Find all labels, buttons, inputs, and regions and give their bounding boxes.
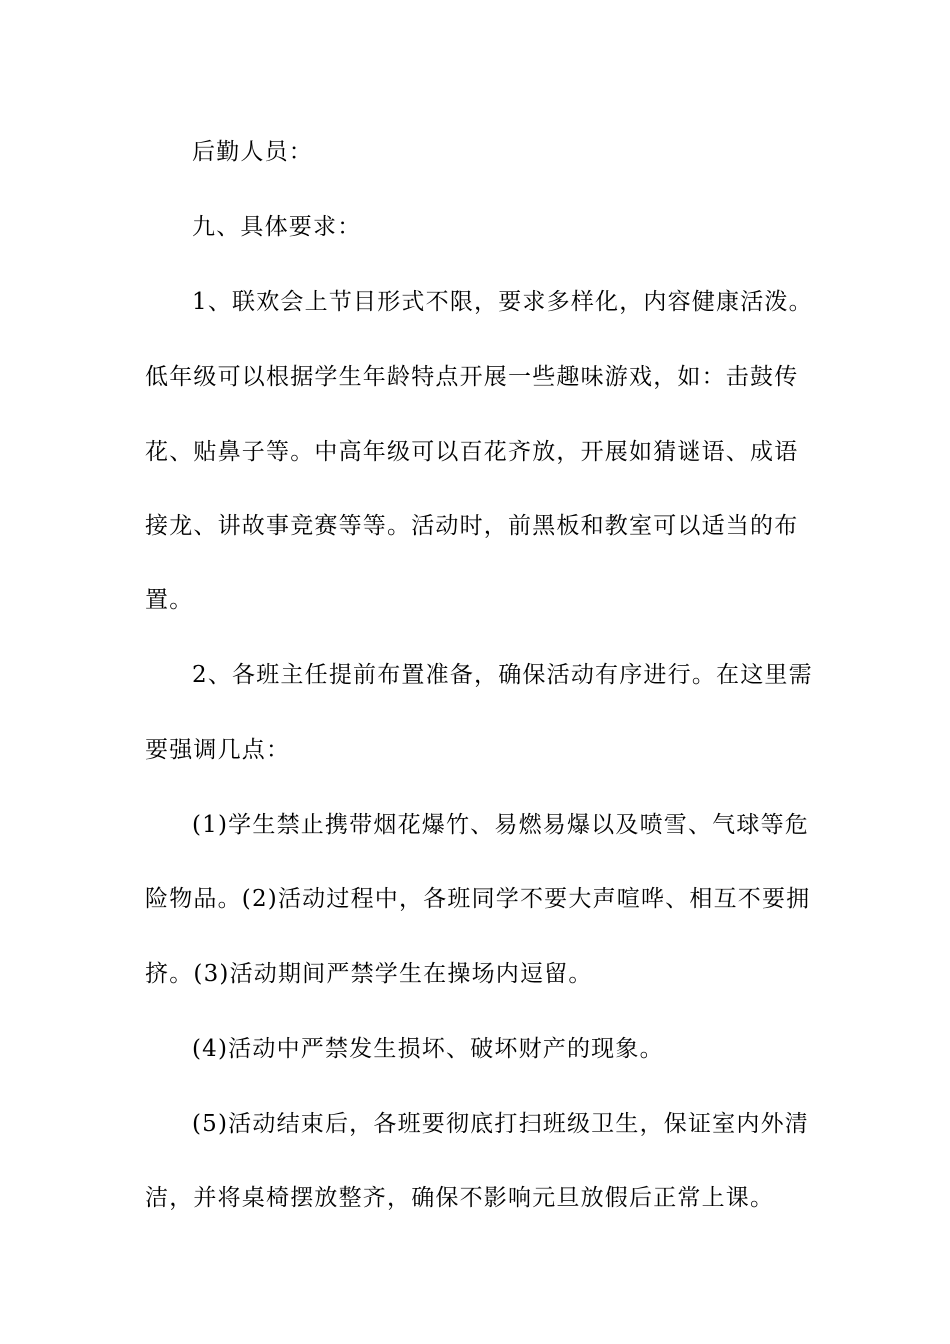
text-line: (5)活动结束后，各班要彻底打扫班级卫生，保证室内外清 <box>192 1111 809 1137</box>
section-heading-requirements: 九、具体要求： <box>192 214 362 240</box>
text-line: 低年级可以根据学生年龄特点开展一些趣味游戏，如：击鼓传 <box>145 364 799 390</box>
text-line: 置。 <box>145 587 194 613</box>
text-line: 2、各班主任提前布置准备，确保活动有序进行。在这里需 <box>192 662 813 688</box>
text-line: (1)学生禁止携带烟花爆竹、易燃易爆以及喷雪、气球等危 <box>192 812 809 838</box>
text-line: (4)活动中严禁发生损坏、破坏财产的现象。 <box>192 1036 664 1062</box>
text-line: 花、贴鼻子等。中高年级可以百花齐放，开展如猜谜语、成语 <box>145 439 799 465</box>
text-line: 挤。(3)活动期间严禁学生在操场内逗留。 <box>145 961 593 987</box>
text-line: 1、联欢会上节目形式不限，要求多样化，内容健康活泼。 <box>192 289 813 315</box>
text-line: 险物品。(2)活动过程中，各班同学不要大声喧哗、相互不要拥 <box>145 886 811 912</box>
text-line-logistics-staff: 后勤人员： <box>192 139 313 165</box>
text-line: 接龙、讲故事竞赛等等。活动时，前黑板和教室可以适当的布 <box>145 513 799 539</box>
text-line: 洁，并将桌椅摆放整齐，确保不影响元旦放假后正常上课。 <box>145 1185 775 1211</box>
text-line: 要强调几点： <box>145 737 291 763</box>
